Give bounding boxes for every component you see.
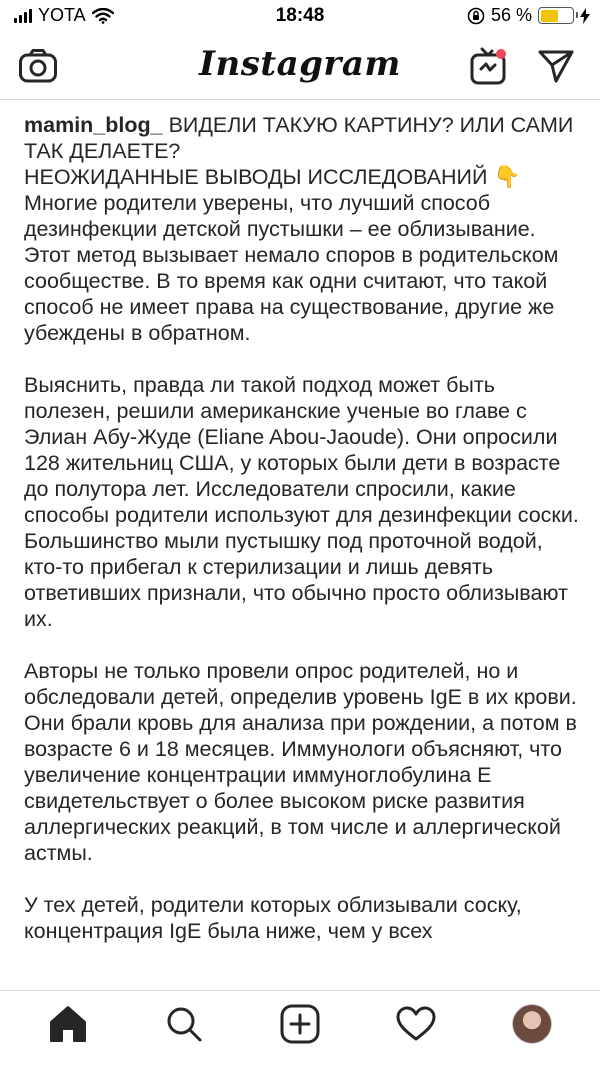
caption-header [24,112,580,164]
caption-paragraph: Авторы не только провели опрос родителей, но и обследовали детей, определив уровень IgE в их крови. Они брали кровь для анализа при рождении, а потом в возрасте 6 и 18 месяцев. Иммунологи объясняют, что увеличение концентрации иммуноглобулина Е свидетельствует о более высоком риске развития аллергических реакций, в том числе и аллергической астмы. [24,659,577,865]
home-icon[interactable] [38,994,98,1054]
orientation-lock-icon [467,7,485,25]
post-caption [24,112,580,992]
status-bar [0,0,600,34]
new-post-icon[interactable] [270,994,330,1054]
bottom-tab-bar [0,990,600,1066]
clock: 18:48 [275,5,325,26]
post-username[interactable]: mamin_blog_ [24,113,163,137]
caption-paragraph: У тех детей, родители которых облизывали соску, концентрация IgE была ниже, чем у всех [24,893,522,943]
caption-paragraph: Многие родители уверены, что лучший способ дезинфекции детской пустышки – ее облизывание. Этот метод вызывает немало споров в родительском сообществе. В то время как одни считают, что такой способ не имеет права на существование, другие же убеждены в обратном. [24,191,559,345]
battery-icon [538,7,574,24]
search-icon[interactable] [154,994,214,1054]
app-header [0,34,600,100]
profile-avatar[interactable] [502,994,562,1054]
caption-headline: ВИДЕЛИ ТАКУЮ КАРТИНУ? ИЛИ САМИ ТАК ДЕЛАЕТЕ? [24,113,574,163]
battery-percent: 56 % [490,5,532,25]
battery-group [467,5,590,26]
battery-level [541,10,558,22]
direct-message-icon[interactable] [536,46,576,86]
igtv-icon[interactable] [468,46,508,86]
caption-paragraph: Выяснить, правда ли такой подход может быть полезен, решили американские ученые во главе с Элиан Абу-Жуде (Eliane Abou-Jaoude). Они опросили 128 жительниц США, у которых были дети в возрасте до полутора лет. Исследователи спросили, какие способы родители используют для дезинфекции соски. Большинство мыли пустышку под проточной водой, кто-то прибегал к стерилизации и лишь девять ответивших признали, что обычно просто облизывают их. [24,373,579,631]
caption-subheadline: НЕОЖИДАННЫЕ ВЫВОДЫ ИССЛЕДОВАНИЙ 👇 [24,165,521,189]
activity-heart-icon[interactable] [386,994,446,1054]
carrier-name: YOTA [38,5,86,25]
avatar [512,1004,552,1044]
instagram-logo: Instagram [199,44,401,84]
charging-bolt-icon [580,8,590,24]
